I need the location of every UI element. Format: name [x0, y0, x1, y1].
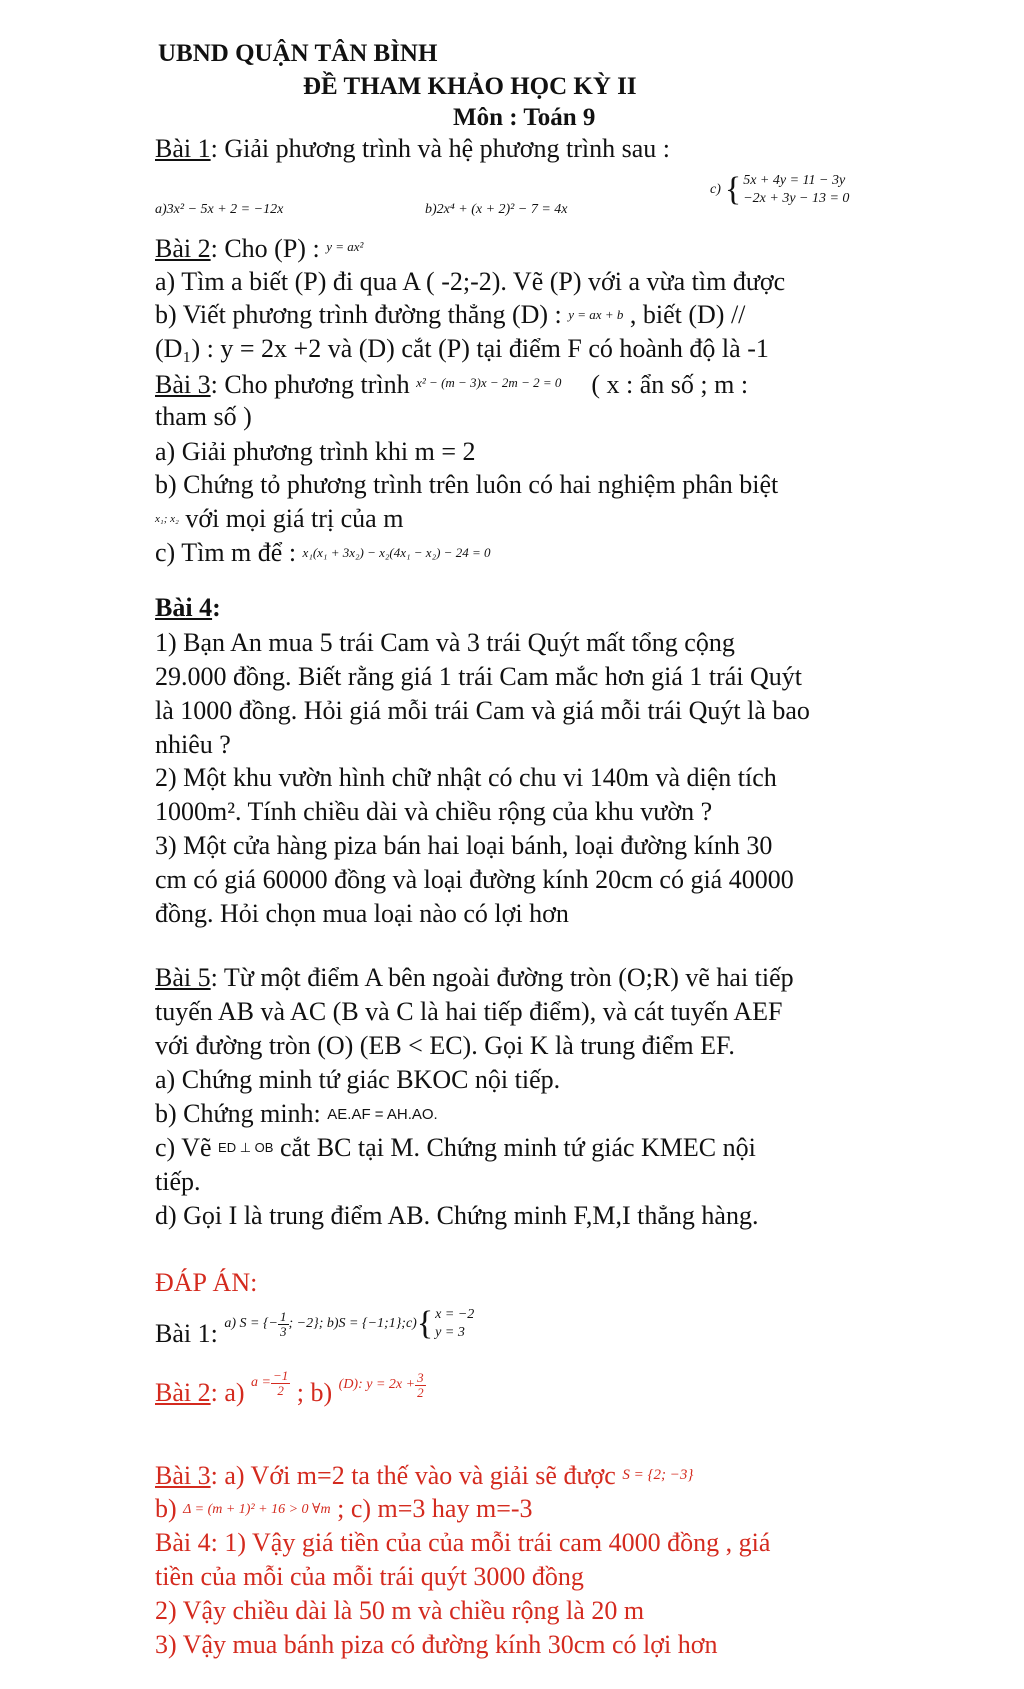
answers-bai3-b-eq: Δ = (m + 1)² + 16 > 0 ∀m — [183, 1502, 331, 1517]
bai5-l5-eq: AE.AF = AH.AO. — [327, 1106, 438, 1123]
answers-title: ĐÁP ÁN: — [155, 1268, 258, 1297]
exam-subject: Môn : Toán 9 — [453, 104, 596, 131]
bai1-c-label: c) — [710, 182, 721, 197]
bai3-b: b) Chứng tỏ phương trình trên luôn có hai nghiệm phân biệt — [155, 470, 779, 499]
bai2-heading — [155, 232, 363, 264]
bai4-heading — [155, 593, 221, 623]
answers-bai2-fraction — [271, 1369, 290, 1398]
bai5-l6 — [155, 1133, 756, 1163]
answers-bai1-a2: ; −2}; b)S = {−1;1};c) — [288, 1316, 417, 1331]
bai4-l3: là 1000 đồng. Hỏi giá mỗi trái Cam và giá mỗi trái Quýt là bao — [155, 696, 810, 725]
bai5-l6-post: cắt BC tại M. Chứng minh tứ giác KMEC nội — [273, 1133, 756, 1162]
bai3-b2-text: với mọi giá trị của m — [178, 504, 404, 533]
bai5-l2: tuyến AB và AC (B và C là hai tiếp điểm), và cát tuyến AEF — [155, 997, 783, 1026]
answers-bai2-a-eq — [251, 1368, 290, 1398]
bai5-l1: : Từ một điểm A bên ngoài đường tròn (O;R) vẽ hai tiếp — [210, 963, 794, 992]
bai1-c-row1: 5x + 4y = 11 − 3y — [743, 173, 846, 188]
bai4-l6: 1000m². Tính chiều dài và chiều rộng của khu vườn ? — [155, 797, 713, 826]
bai1-eq-a: a)3x² − 5x + 2 = −12x — [155, 202, 284, 217]
bai5-label: Bài 5 — [155, 963, 211, 992]
answers-bai1-system — [417, 1306, 474, 1342]
answers-bai2-frac-num: −1 — [272, 1367, 289, 1383]
bai4-l8: cm có giá 60000 đồng và loại đường kính 20cm có giá 40000 — [155, 865, 794, 894]
answers-bai3-b-post: ; c) m=3 hay m=-3 — [330, 1494, 533, 1523]
left-brace-icon: { — [724, 171, 742, 208]
bai1-system — [710, 172, 849, 208]
answers-bai2-b-label: (D): y = 2x + — [338, 1377, 416, 1393]
bai5-l7: tiếp. — [155, 1167, 201, 1196]
bai4-l2: 29.000 đồng. Biết rằng giá 1 trái Cam mắc hơn giá 1 trái Quýt — [155, 662, 803, 691]
answers-bai1-a: a) S = {− — [224, 1316, 278, 1331]
bai1-eq-b: b)2x⁴ + (x + 2)² − 7 = 4x — [425, 202, 568, 217]
bai4-l1: 1) Bạn An mua 5 trái Cam và 3 trái Quýt mất tổng cộng — [155, 628, 735, 657]
bai3-note2: tham số ) — [155, 402, 252, 431]
bai3-c-eq: x₁(x₁ + 3x₂) − x₂(4x₁ − x₂) − 24 = 0 — [302, 545, 491, 560]
bai1-heading — [155, 134, 670, 164]
org-name: UBND QUẬN TÂN BÌNH — [158, 40, 438, 67]
bai5-l5-pre: b) Chứng minh: — [155, 1099, 328, 1128]
answers-bai2-b-fraction — [415, 1371, 426, 1400]
answers-bai2-b-eq — [339, 1370, 426, 1400]
bai5-l3: với đường tròn (O) (EB < EC). Gọi K là trung điểm EF. — [155, 1031, 735, 1060]
bai4-l5: 2) Một khu vườn hình chữ nhật có chu vi 140m và diện tích — [155, 763, 777, 792]
bai5-l5 — [155, 1099, 438, 1130]
bai2-text: : Cho (P) : — [210, 234, 327, 263]
answers-bai3-a-eq: S = {2; −3} — [622, 1467, 694, 1483]
bai3-c-pre: c) Tìm m để : — [155, 538, 303, 567]
answers-bai2-b-num: 3 — [417, 1369, 424, 1385]
answers-bai4-l4: 3) Vậy mua bánh piza có đường kính 30cm có lợi hơn — [155, 1630, 718, 1659]
bai3-b2 — [155, 504, 403, 534]
bai4-l4: nhiêu ? — [155, 730, 231, 759]
answers-bai3-label: Bài 3 — [155, 1461, 211, 1490]
answers-bai2-b: ; b) — [290, 1378, 339, 1407]
bai1-text: : Giải phương trình và hệ phương trình sau : — [210, 134, 670, 163]
bai1-label: Bài 1 — [155, 134, 211, 163]
answers-bai4-l3: 2) Vậy chiều dài là 50 m và chiều rộng là 20 m — [155, 1596, 645, 1625]
bai3-eq: x² − (m − 3)x − 2m − 2 = 0 — [416, 375, 562, 390]
answers-bai3-a: : a) Với m=2 ta thế vào và giải sẽ được — [210, 1461, 623, 1490]
bai1-c-row2: −2x + 3y − 13 = 0 — [743, 191, 850, 206]
bai3-a: a) Giải phương trình khi m = 2 — [155, 437, 476, 466]
answers-bai1-frac-den: 3 — [280, 1323, 287, 1339]
bai3-c — [155, 538, 490, 568]
bai3-text: : Cho phương trình — [210, 370, 417, 399]
bai5-l4: a) Chứng minh tứ giác BKOC nội tiếp. — [155, 1065, 561, 1094]
answers-bai2-a-label: a = — [251, 1375, 271, 1391]
answers-bai1-frac-num: 1 — [280, 1308, 287, 1324]
bai1-eq-c — [710, 172, 849, 208]
bai2-eq: y = ax² — [326, 239, 364, 254]
bai4-l9: đồng. Hỏi chọn mua loại nào có lợi hơn — [155, 899, 569, 928]
bai2-b-eq: y = ax + b — [568, 307, 624, 322]
bai2-b2: (D₁) : y = 2x +2 và (D) cắt (P) tại điểm F có hoành độ là -1 — [155, 334, 769, 363]
bai4-colon: : — [212, 593, 221, 622]
answers-bai3-b-pre: b) — [155, 1494, 184, 1523]
answers-bai1 — [155, 1305, 475, 1354]
answers-bai3 — [155, 1460, 693, 1491]
bai5-l6-pre: c) Vẽ — [155, 1133, 219, 1162]
bai5-l8: d) Gọi I là trung điểm AB. Chứng minh F,M,I thẳng hàng. — [155, 1201, 759, 1230]
bai3-b2-eq: x₁; x₂ — [155, 513, 179, 525]
bai3-label: Bài 3 — [155, 370, 211, 399]
exam-title: ĐỀ THAM KHẢO HỌC KỲ II — [303, 73, 637, 100]
bai2-b — [155, 300, 745, 330]
bai5-l6-eq: ED ⊥ OB — [218, 1140, 274, 1155]
bai2-b-pre: b) Viết phương trình đường thẳng (D) : — [155, 300, 569, 329]
bai2-b-post: , biết (D) // — [623, 300, 746, 329]
bai5-heading — [155, 963, 794, 993]
bai2-label: Bài 2 — [155, 234, 211, 263]
bai4-label: Bài 4 — [155, 593, 213, 622]
answers-bai2 — [155, 1367, 426, 1410]
bai3-heading — [155, 368, 748, 400]
answers-bai2-frac-den: 2 — [277, 1382, 284, 1398]
answers-bai2-a: : a) — [210, 1378, 252, 1407]
answers-bai1-label: Bài 1: — [155, 1318, 218, 1348]
answers-left-brace-icon: { — [416, 1305, 434, 1342]
answers-bai2-label: Bài 2 — [155, 1378, 211, 1407]
bai4-l7: 3) Một cửa hàng piza bán hai loại bánh, loại đường kính 30 — [155, 831, 773, 860]
answers-bai3-b — [155, 1494, 533, 1525]
answers-bai4-l2: tiền của mỗi của mỗi trái quýt 3000 đồng — [155, 1562, 584, 1591]
answers-bai4-l1: Bài 4: 1) Vậy giá tiền của của mỗi trái cam 4000 đồng , giá — [155, 1528, 771, 1557]
answers-bai2-b-den: 2 — [417, 1384, 424, 1400]
answers-bai1-eq — [224, 1306, 474, 1342]
answers-bai1-c-row2: y = 3 — [435, 1325, 465, 1340]
answers-bai1-fraction — [278, 1310, 289, 1339]
answers-bai1-c-row1: x = −2 — [435, 1307, 475, 1322]
bai2-a: a) Tìm a biết (P) đi qua A ( -2;-2). Vẽ (P) với a vừa tìm được — [155, 267, 786, 296]
bai3-note: ( x : ẩn số ; m : — [591, 370, 749, 399]
